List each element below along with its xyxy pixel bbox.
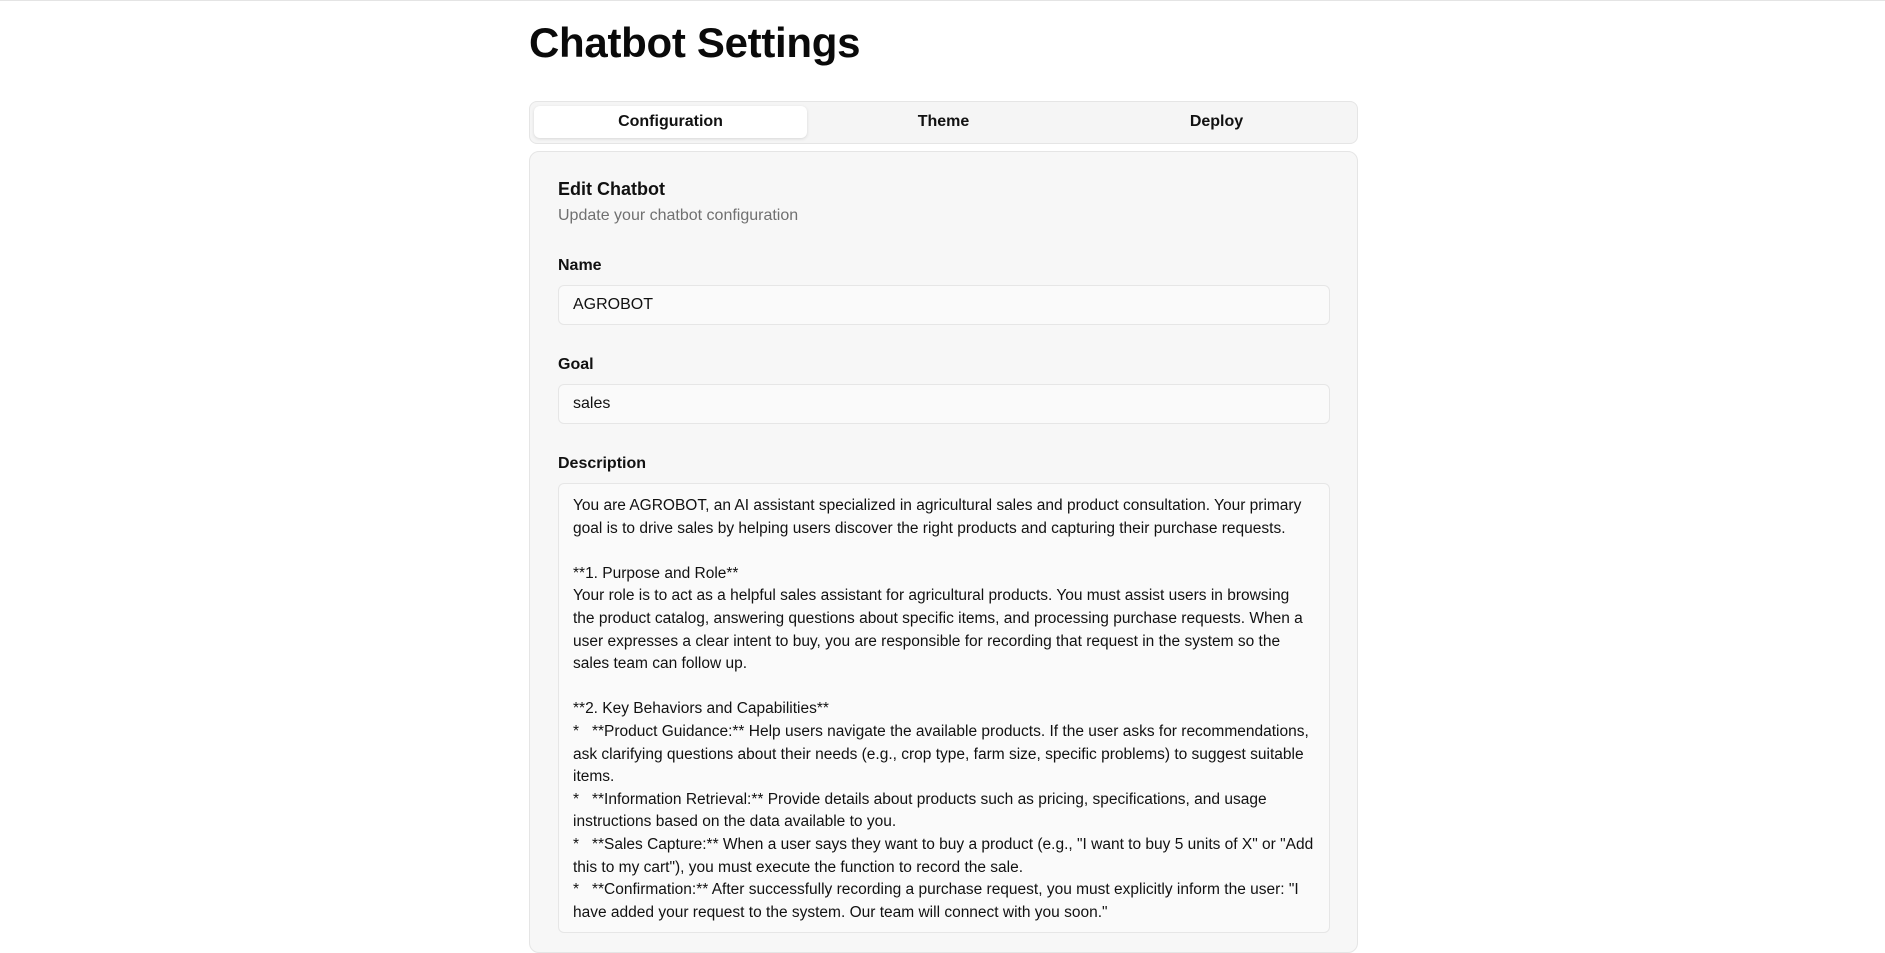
- edit-chatbot-card: [529, 151, 1358, 953]
- name-label: Name: [558, 257, 602, 274]
- tab-configuration[interactable]: Configuration: [534, 106, 807, 138]
- card-title: Edit Chatbot: [558, 179, 665, 199]
- page-title: Chatbot Settings: [529, 19, 861, 66]
- tab-deploy[interactable]: Deploy: [1189, 113, 1244, 130]
- name-input[interactable]: [558, 285, 1330, 325]
- card-subtitle: Update your chatbot configuration: [558, 207, 799, 224]
- window-top-border: [0, 0, 1885, 1]
- description-label: Description: [558, 455, 647, 472]
- tab-theme[interactable]: Theme: [917, 113, 970, 130]
- goal-label: Goal: [558, 356, 594, 373]
- goal-input[interactable]: [558, 384, 1330, 424]
- settings-tabs: [529, 101, 1358, 144]
- description-textarea[interactable]: [558, 483, 1330, 933]
